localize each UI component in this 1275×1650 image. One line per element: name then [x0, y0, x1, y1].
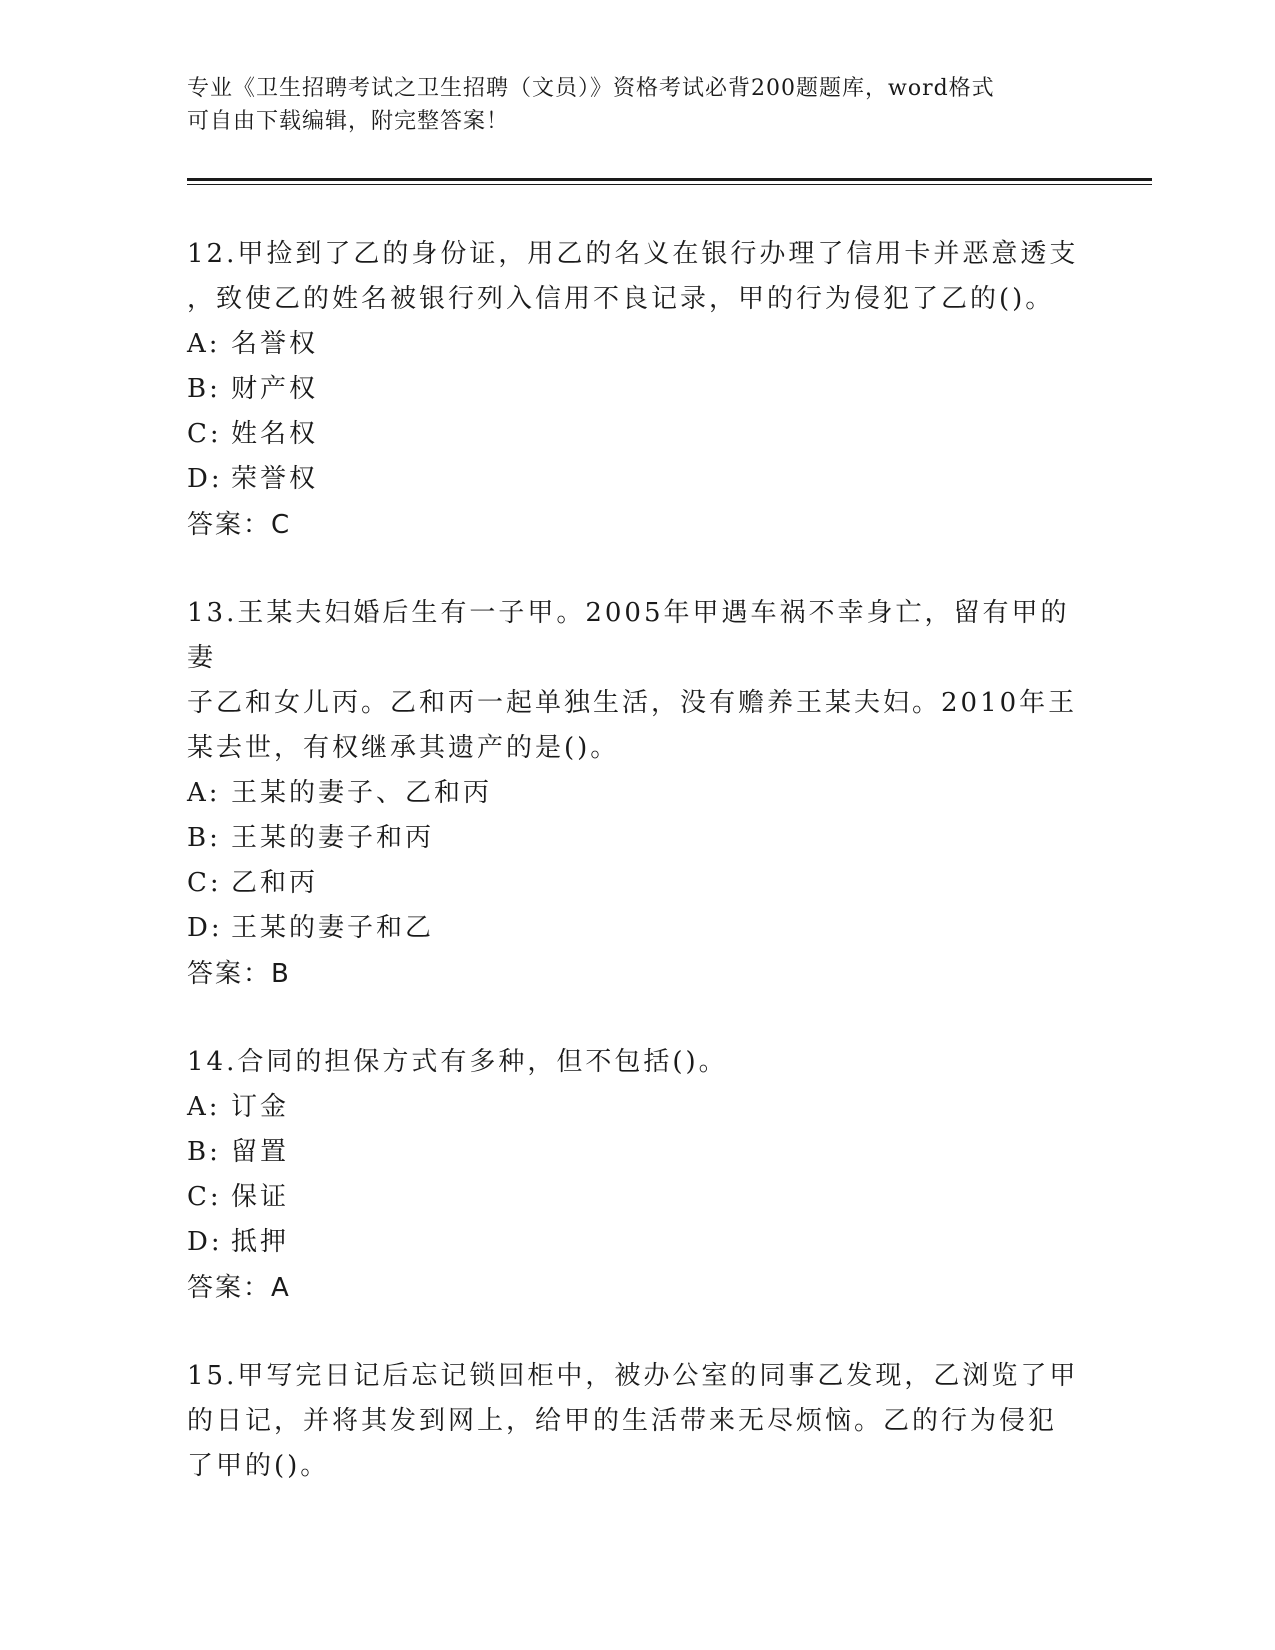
option-key: B:: [187, 823, 221, 853]
option-text: 王某的妻子、乙和丙: [231, 778, 493, 808]
option-text: 名誉权: [231, 329, 319, 359]
option-key: D:: [187, 913, 223, 943]
stem-line: 了甲的()。: [187, 1451, 330, 1481]
option-text: 保证: [231, 1182, 290, 1212]
header-line-2: 可自由下载编辑，附完整答案！: [187, 109, 510, 134]
question-spacer: [187, 548, 1087, 591]
header-line-1: 专业《卫生招聘考试之卫生招聘（文员）》资格考试必背200题题库，word格式: [187, 76, 995, 101]
question-stem: [187, 1040, 1087, 1085]
question-14: [187, 1040, 1087, 1311]
question-stem: [187, 232, 1087, 322]
header-divider-thin: [187, 184, 1152, 185]
option-key: C:: [187, 419, 222, 449]
option-key: A:: [187, 778, 221, 808]
option-b: [187, 367, 1087, 412]
option-key: D:: [187, 1227, 223, 1257]
answer-line: 答案：A: [187, 1273, 291, 1303]
option-key: B:: [187, 374, 221, 404]
option-b: [187, 816, 1087, 861]
stem-line: 14.合同的担保方式有多种，但不包括()。: [187, 1047, 728, 1077]
option-text: 财产权: [231, 374, 319, 404]
stem-line: 子乙和女儿丙。乙和丙一起单独生活，没有赡养王某夫妇。2010年王: [187, 688, 1078, 718]
option-a: [187, 322, 1087, 367]
answer-line: 答案：C: [187, 510, 292, 540]
stem-line: ，致使乙的姓名被银行列入信用不良记录，甲的行为侵犯了乙的()。: [187, 284, 1055, 314]
option-d: [187, 1220, 1087, 1265]
option-text: 姓名权: [231, 419, 319, 449]
document-header: [187, 72, 1087, 138]
question-12: [187, 232, 1087, 548]
stem-line: 15.甲写完日记后忘记锁回柜中，被办公室的同事乙发现，乙浏览了甲: [187, 1361, 1079, 1391]
option-text: 抵押: [231, 1227, 290, 1257]
option-key: B:: [187, 1137, 221, 1167]
question-spacer: [187, 997, 1087, 1040]
option-text: 王某的妻子和丙: [231, 823, 435, 853]
question-13: [187, 591, 1087, 997]
option-a: [187, 1085, 1087, 1130]
question-stem: [187, 1354, 1087, 1489]
option-text: 乙和丙: [231, 868, 319, 898]
option-key: A:: [187, 329, 221, 359]
stem-line: 某去世，有权继承其遗产的是()。: [187, 733, 620, 763]
stem-line: 13.王某夫妇婚后生有一子甲。2005年甲遇车祸不幸身亡，留有甲的妻: [187, 598, 1070, 673]
option-c: [187, 861, 1087, 906]
option-text: 荣誉权: [231, 464, 319, 494]
option-key: A:: [187, 1092, 221, 1122]
option-text: 订金: [231, 1092, 290, 1122]
option-key: C:: [187, 868, 222, 898]
stem-line: 12.甲捡到了乙的身份证，用乙的名义在银行办理了信用卡并恶意透支: [187, 239, 1079, 269]
option-a: [187, 771, 1087, 816]
header-divider-thick: [187, 178, 1152, 181]
option-key: C:: [187, 1182, 222, 1212]
question-list: [187, 232, 1087, 1489]
option-d: [187, 906, 1087, 951]
question-stem: [187, 591, 1087, 771]
question-spacer: [187, 1311, 1087, 1354]
option-text: 王某的妻子和乙: [231, 913, 435, 943]
option-key: D:: [187, 464, 223, 494]
option-b: [187, 1130, 1087, 1175]
option-text: 留置: [231, 1137, 290, 1167]
stem-line: 的日记，并将其发到网上，给甲的生活带来无尽烦恼。乙的行为侵犯: [187, 1406, 1058, 1436]
option-c: [187, 412, 1087, 457]
answer-line: 答案：B: [187, 959, 291, 989]
question-15: [187, 1354, 1087, 1489]
option-d: [187, 457, 1087, 502]
option-c: [187, 1175, 1087, 1220]
